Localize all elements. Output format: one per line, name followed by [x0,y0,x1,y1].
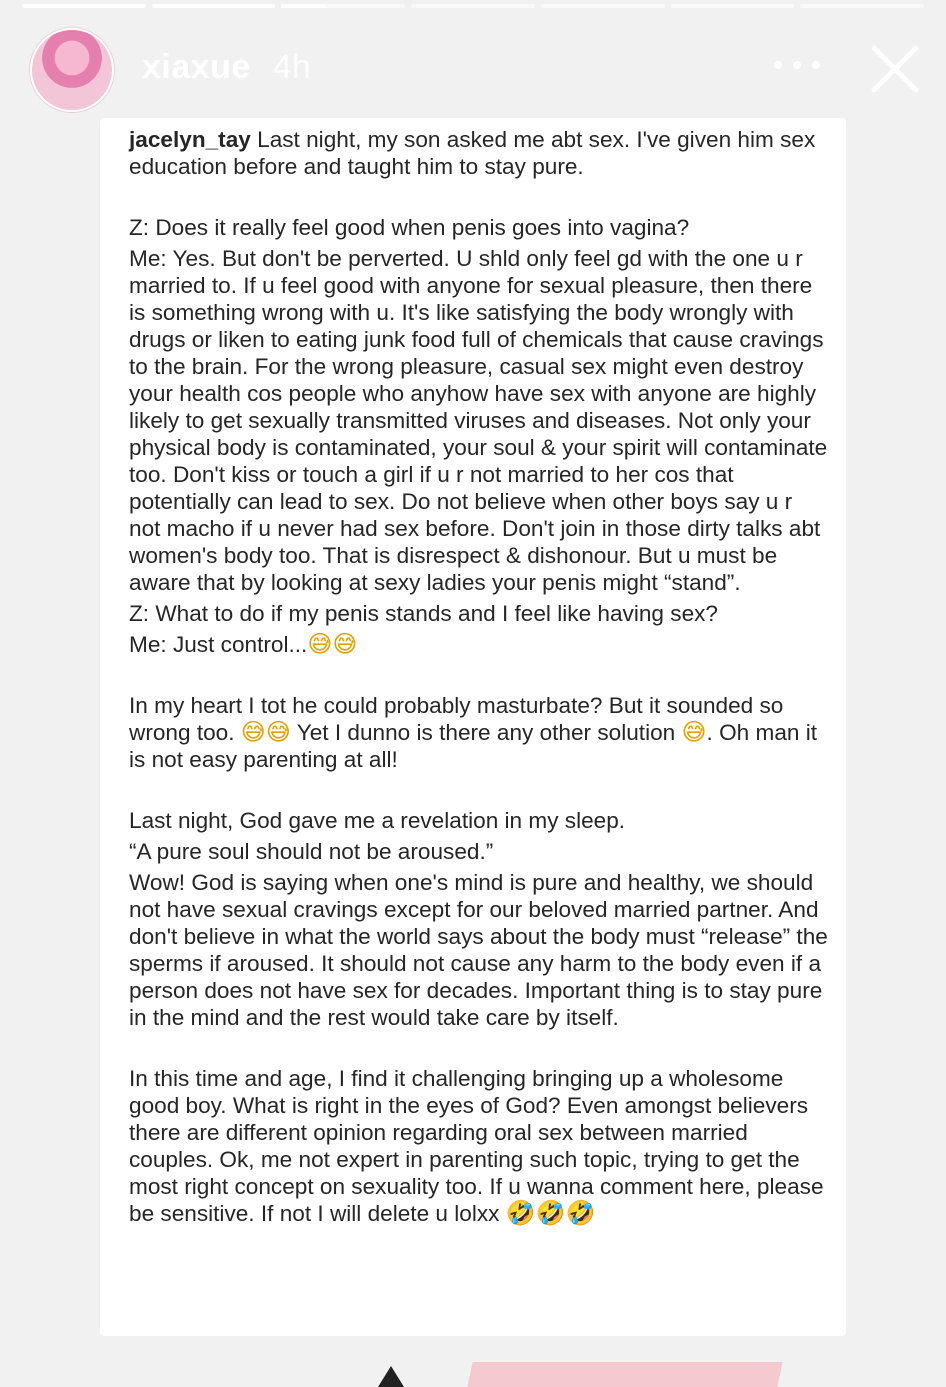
segment-fill [281,4,324,8]
caption-paragraph-4c: Wow! God is saying when one's mind is pure and healthy, we should not have sexual cravings except for our beloved married partner. And don't believe in what the world says about the body must “release” the sperms if aroused. It should not cause any harm to the body even if a person does not have sex for decades. Important thing is to stay pure in the mind and the rest would take care by itself. [129,870,828,1030]
sweat-smile-emoji-icon: 😅 [332,630,358,658]
caption-paragraph-5 [129,1065,829,1227]
story-segment [281,4,405,8]
more-dots-icon[interactable] [774,50,820,80]
story-segment [22,4,146,8]
story-segment [152,4,276,8]
story-header [30,28,924,110]
sweat-smile-emoji-icon: 😅 [307,630,333,658]
caption-paragraph-4a: Last night, God gave me a revelation in my sleep. [129,808,626,833]
rofl-emoji-icon: 🤣 [565,1199,596,1227]
segment-fill [152,4,276,8]
partial-image-fragment [378,1366,404,1387]
caption-text: Last night, my son asked me abt sex. I've given him sex education before and taught him to stay pure. [129,127,816,179]
caption-text: . Oh man it is not easy parenting at all! [129,720,818,772]
sweat-smile-emoji-icon: 😅 [681,718,707,746]
story-segment [800,4,924,8]
caption-text: Me: Just control... [129,632,308,657]
story-username[interactable]: xiaxue [142,48,251,86]
dialogue-z1: Z: Does it really feel good when penis goes into vagina? [129,215,690,240]
caption-author[interactable]: jacelyn_tay [129,127,251,152]
dialogue-me2 [129,631,829,658]
story-segment [411,4,535,8]
dialogue-z2: Z: What to do if my penis stands and I feel like having sex? [129,601,718,626]
caption-text: Yet I dunno is there any other solution [296,720,676,745]
sweat-smile-emoji-icon: 😅 [240,718,266,746]
post-caption [129,126,829,1227]
caption-paragraph-3 [129,692,829,773]
story-progress-bar [22,4,924,8]
segment-fill [22,4,146,8]
rofl-emoji-icon: 🤣 [535,1199,566,1227]
story-segment [671,4,795,8]
story-segment [541,4,665,8]
dialogue-me1: Me: Yes. But don't be perverted. U shld only feel gd with the one u r married to. If u feel good with anyone for sexual pleasure, then there is something wrong with u. It's like satisfying the body wrongly with drugs or liken to eating junk food full of chemicals that cause cravings to the brain. For the wrong pleasure, casual sex might even destroy your health cos people who anyhow have sex with anyone are highly likely to get sexually transmitted viruses and diseases. Not only your physical body is contaminated, your soul & your spirit will contaminate too. Don't kiss or touch a girl if u r not married to her cos that potentially can lead to sex. Do not believe when other boys say u r not macho if u never had sex before. Don't join in those dirty talks abt women's body too. That is disrespect & dishonour. But u must be aware that by looking at sexy ladies your penis might “stand”. [129,246,828,595]
partial-image-fragment [467,1362,782,1387]
rofl-emoji-icon: 🤣 [505,1199,536,1227]
caption-text: In my heart I tot he could probably masturbate? But it sounded so wrong too. [129,693,784,745]
avatar[interactable] [30,28,114,112]
caption-intro [129,126,829,180]
sweat-smile-emoji-icon: 😅 [265,718,291,746]
story-time-ago: 4h [273,48,311,86]
caption-paragraph-4b: “A pure soul should not be aroused.” [129,839,494,864]
caption-text: In this time and age, I find it challenging bringing up a wholesome good boy. What is right in the eyes of God? Even amongst believers there are different opinion regarding oral sex between married couples. Ok, me not expert in parenting such topic, trying to get the most right concept on sexuality too. If u wanna comment here, please be sensitive. If not I will delete u lolxx [129,1066,824,1226]
close-icon[interactable] [868,42,922,96]
